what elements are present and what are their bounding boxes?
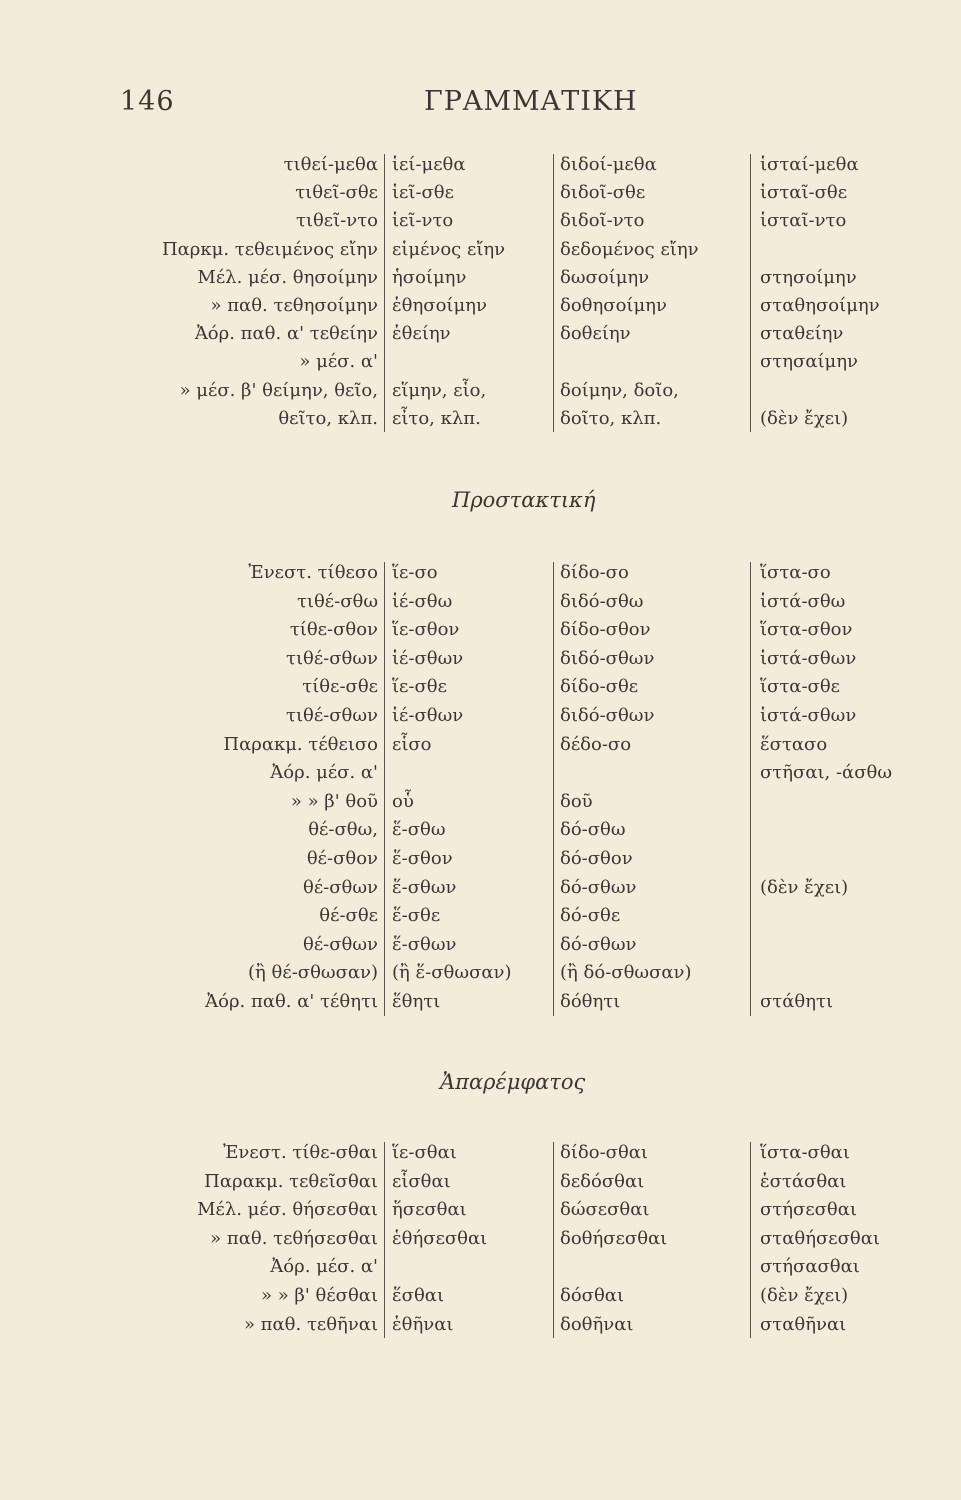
imperative-cell-r14-c1: (ἢ ἕ-σθωσαν) — [392, 962, 512, 984]
infinitive-cell-r6-c0: » παθ. τεθῆναι — [243, 1313, 378, 1335]
optative_tail-cell-r0-c2: διδοί-μεθα — [560, 154, 657, 175]
imperative-column-rule-0 — [384, 562, 385, 1016]
imperative-cell-r10-c2: δό-σθον — [560, 848, 633, 869]
infinitive-cell-r6-c1: ἑθῆναι — [392, 1313, 454, 1335]
infinitive-cell-r6-c2: δοθῆναι — [560, 1313, 634, 1335]
imperative-cell-r11-c2: δό-σθων — [560, 876, 637, 898]
infinitive-column-rule-2 — [750, 1142, 751, 1338]
infinitive-cell-r3-c3: σταθήσεσθαι — [760, 1227, 880, 1249]
optative_tail-cell-r5-c1: ἑθησοίμην — [392, 295, 487, 316]
infinitive-cell-r0-c0: Ἐνεστ. τίθε-σθαι — [223, 1142, 378, 1163]
optative_tail-cell-r6-c0: Ἀόρ. παθ. α' τεθείην — [194, 323, 378, 345]
imperative-cell-r5-c3: ἱστά-σθων — [760, 705, 857, 726]
infinitive-cell-r2-c1: ἥσεσθαι — [392, 1199, 467, 1221]
optative_tail-cell-r4-c3: στησοίμην — [760, 266, 857, 288]
imperative-cell-r13-c0: θέ-σθων — [303, 933, 378, 955]
optative_tail-cell-r9-c3: (δὲν ἔχει) — [760, 407, 849, 429]
imperative-cell-r14-c2: (ἢ δό-σθωσαν) — [560, 962, 692, 984]
imperative-cell-r13-c2: δό-σθων — [560, 933, 637, 955]
optative_tail-cell-r1-c1: ἱεῖ-σθε — [392, 182, 454, 204]
optative_tail-cell-r8-c2: δοίμην, δοῖο, — [560, 379, 679, 401]
imperative-cell-r3-c3: ἱστά-σθων — [760, 647, 857, 669]
imperative-cell-r13-c1: ἕ-σθων — [392, 933, 457, 955]
imperative-cell-r10-c1: ἕ-σθον — [392, 848, 453, 869]
infinitive-cell-r1-c3: ἑστάσθαι — [760, 1170, 847, 1192]
infinitive-cell-r4-c3: στήσασθαι — [760, 1256, 860, 1278]
optative_tail-cell-r6-c3: σταθείην — [760, 323, 844, 345]
imperative-cell-r3-c2: διδό-σθων — [560, 647, 655, 669]
optative_tail-cell-r3-c2: δεδομένος εἴην — [560, 238, 699, 260]
imperative-cell-r0-c2: δίδο-σο — [560, 562, 629, 583]
imperative-cell-r10-c0: θέ-σθον — [306, 848, 378, 869]
imperative-cell-r6-c0: Παρακμ. τέθεισο — [223, 733, 378, 755]
infinitive-cell-r5-c3: (δὲν ἔχει) — [760, 1285, 849, 1306]
optative_tail-cell-r3-c1: εἱμένος εἴην — [392, 238, 506, 260]
infinitive-cell-r1-c1: εἷσθαι — [392, 1170, 451, 1192]
optative_tail-cell-r6-c1: ἑθείην — [392, 323, 451, 345]
optative_tail-cell-r7-c3: στησαίμην — [760, 351, 858, 373]
infinitive-cell-r1-c2: δεδόσθαι — [560, 1170, 645, 1192]
optative_tail-cell-r5-c3: σταθησοίμην — [760, 295, 880, 316]
imperative-cell-r11-c1: ἕ-σθων — [392, 876, 457, 898]
optative_tail-cell-r5-c2: δοθησοίμην — [560, 295, 667, 316]
imperative-cell-r12-c2: δό-σθε — [560, 905, 621, 927]
optative_tail-cell-r9-c2: δοῖτο, κλπ. — [560, 407, 662, 429]
imperative-cell-r1-c3: ἱστά-σθω — [760, 590, 846, 612]
optative_tail-cell-r7-c0: » μέσ. α' — [299, 351, 378, 373]
imperative-cell-r9-c2: δό-σθω — [560, 819, 626, 841]
imperative-cell-r6-c3: ἕστασο — [760, 733, 828, 755]
imperative-cell-r2-c1: ἵε-σθον — [392, 619, 460, 641]
optative_tail-column-rule-0 — [384, 154, 385, 432]
imperative-cell-r7-c3: στῆσαι, -άσθω — [760, 762, 893, 784]
imperative-cell-r8-c1: οὗ — [392, 790, 414, 812]
imperative-cell-r2-c2: δίδο-σθον — [560, 619, 651, 641]
optative_tail-cell-r0-c3: ἱσταί-μεθα — [760, 154, 859, 175]
infinitive-cell-r5-c2: δόσθαι — [560, 1285, 625, 1306]
optative_tail-column-rule-2 — [750, 154, 751, 432]
imperative-cell-r1-c1: ἱέ-σθω — [392, 590, 453, 612]
imperative-cell-r11-c0: θέ-σθων — [303, 876, 378, 898]
imperative-cell-r11-c3: (δὲν ἔχει) — [760, 876, 849, 898]
imperative-cell-r5-c0: τιθέ-σθων — [285, 705, 378, 726]
imperative-cell-r7-c0: Ἀόρ. μέσ. α' — [270, 762, 378, 784]
optative_tail-cell-r5-c0: » παθ. τεθησοίμην — [210, 295, 378, 316]
imperative-cell-r12-c0: θέ-σθε — [319, 905, 378, 927]
imperative-cell-r1-c2: διδό-σθω — [560, 590, 644, 612]
imperative-cell-r6-c1: εἷσο — [392, 733, 432, 755]
infinitive-column-rule-1 — [553, 1142, 554, 1338]
optative_tail-cell-r9-c1: εἶτο, κλπ. — [392, 407, 481, 429]
infinitive-cell-r1-c0: Παρακμ. τεθεῖσθαι — [204, 1170, 378, 1192]
infinitive-cell-r3-c1: ἑθήσεσθαι — [392, 1227, 488, 1249]
optative_tail-cell-r2-c3: ἱσταῖ-ντο — [760, 210, 847, 232]
imperative-cell-r6-c2: δέδο-σο — [560, 733, 632, 755]
infinitive-cell-r4-c0: Ἀόρ. μέσ. α' — [270, 1256, 378, 1278]
imperative-cell-r4-c0: τίθε-σθε — [302, 676, 378, 698]
infinitive-title: Ἀπαρέμφατος — [440, 1070, 586, 1094]
imperative-cell-r4-c2: δίδο-σθε — [560, 676, 639, 698]
infinitive-cell-r5-c0: » » β' θέσθαι — [260, 1285, 378, 1306]
optative_tail-cell-r4-c0: Μέλ. μέσ. θησοίμην — [197, 266, 378, 288]
optative_tail-column-rule-1 — [553, 154, 554, 432]
infinitive-cell-r2-c3: στήσεσθαι — [760, 1199, 857, 1221]
optative_tail-cell-r1-c3: ἱσταῖ-σθε — [760, 182, 848, 204]
optative_tail-cell-r8-c1: εἵμην, εἷο, — [392, 379, 487, 401]
imperative-column-rule-1 — [553, 562, 554, 1016]
infinitive-cell-r0-c1: ἵε-σθαι — [392, 1142, 457, 1163]
imperative-cell-r9-c1: ἕ-σθω — [392, 819, 446, 841]
optative_tail-cell-r0-c0: τιθεί-μεθα — [283, 154, 378, 175]
optative_tail-cell-r6-c2: δοθείην — [560, 323, 631, 345]
imperative-cell-r4-c1: ἵε-σθε — [392, 676, 447, 698]
imperative-cell-r3-c1: ἱέ-σθων — [392, 647, 464, 669]
imperative-cell-r15-c0: Ἀόρ. παθ. α' τέθητι — [205, 991, 378, 1012]
imperative-cell-r2-c3: ἵστα-σθον — [760, 619, 853, 641]
imperative-cell-r15-c2: δόθητι — [560, 991, 621, 1012]
infinitive-cell-r0-c2: δίδο-σθαι — [560, 1142, 648, 1163]
optative_tail-cell-r2-c2: διδοῖ-ντο — [560, 210, 645, 232]
page-number: 146 — [120, 86, 175, 117]
running-title: ΓΡΑΜΜΑΤΙΚΗ — [424, 86, 638, 117]
imperative-cell-r4-c3: ἵστα-σθε — [760, 676, 840, 698]
imperative-cell-r8-c0: » » β' θοῦ — [290, 790, 378, 812]
imperative-cell-r9-c0: θέ-σθω, — [308, 819, 378, 841]
infinitive-column-rule-0 — [384, 1142, 385, 1338]
imperative-title: Προστακτική — [452, 488, 596, 512]
imperative-cell-r15-c3: στάθητι — [760, 991, 834, 1012]
optative_tail-cell-r4-c2: δωσοίμην — [560, 266, 650, 288]
imperative-cell-r15-c1: ἕθητι — [392, 991, 441, 1012]
imperative-column-rule-2 — [750, 562, 751, 1016]
optative_tail-cell-r4-c1: ἡσοίμην — [392, 266, 467, 288]
optative_tail-cell-r3-c0: Παρκμ. τεθειμένος εἴην — [161, 238, 378, 260]
infinitive-cell-r2-c0: Μέλ. μέσ. θήσεσθαι — [197, 1199, 378, 1221]
infinitive-cell-r6-c3: σταθῆναι — [760, 1313, 847, 1335]
optative_tail-cell-r0-c1: ἱεί-μεθα — [392, 154, 466, 175]
imperative-cell-r5-c1: ἱέ-σθων — [392, 705, 464, 726]
imperative-cell-r2-c0: τίθε-σθον — [289, 619, 378, 641]
optative_tail-cell-r8-c0: » μέσ. β' θείμην, θεῖο, — [179, 379, 378, 401]
infinitive-cell-r0-c3: ἵστα-σθαι — [760, 1142, 850, 1163]
imperative-cell-r12-c1: ἕ-σθε — [392, 905, 441, 927]
optative_tail-cell-r2-c0: τιθεῖ-ντο — [295, 210, 378, 232]
imperative-cell-r0-c1: ἵε-σο — [392, 562, 438, 583]
infinitive-cell-r2-c2: δώσεσθαι — [560, 1199, 650, 1221]
infinitive-cell-r3-c0: » παθ. τεθήσεσθαι — [210, 1227, 378, 1249]
imperative-cell-r8-c2: δοῦ — [560, 790, 593, 812]
optative_tail-cell-r9-c0: θεῖτο, κλπ. — [278, 407, 378, 429]
optative_tail-cell-r1-c2: διδοῖ-σθε — [560, 182, 646, 204]
infinitive-cell-r3-c2: δοθήσεσθαι — [560, 1227, 668, 1249]
optative_tail-cell-r2-c1: ἱεῖ-ντο — [392, 210, 454, 232]
imperative-cell-r3-c0: τιθέ-σθων — [285, 647, 378, 669]
optative_tail-cell-r1-c0: τιθεῖ-σθε — [295, 182, 378, 204]
imperative-cell-r14-c0: (ἢ θέ-σθωσαν) — [248, 962, 378, 984]
imperative-cell-r5-c2: διδό-σθων — [560, 705, 655, 726]
imperative-cell-r1-c0: τιθέ-σθω — [296, 590, 378, 612]
infinitive-cell-r5-c1: ἕσθαι — [392, 1285, 444, 1306]
imperative-cell-r0-c3: ἵστα-σο — [760, 562, 831, 583]
imperative-cell-r0-c0: Ἐνεστ. τίθεσο — [248, 562, 378, 583]
